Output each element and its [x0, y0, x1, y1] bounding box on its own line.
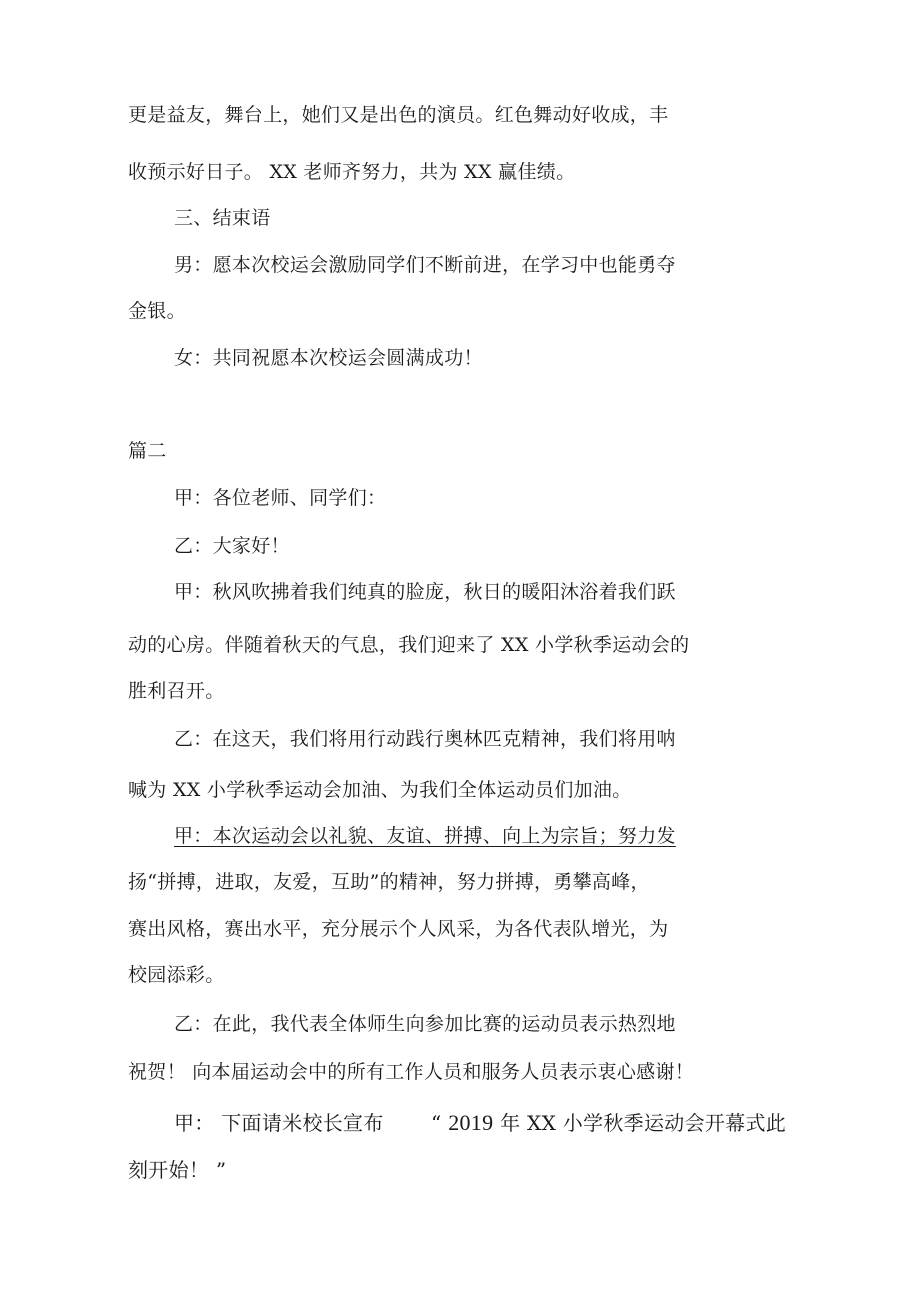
chapter-heading: 篇二	[128, 440, 167, 462]
open-quote: “	[431, 1111, 449, 1135]
announcement-text: 年 XX 小学秋季运动会开幕式此	[500, 1111, 787, 1135]
year-number: 2019	[448, 1110, 494, 1135]
paragraph-line: 更是益友，舞台上，她们又是出色的演员。红色舞动好收成，丰	[128, 104, 669, 126]
paragraph-line: 收预示好日子。 XX 老师齐努力，共为 XX 赢佳绩。	[128, 161, 576, 183]
paragraph-line: 喊为 XX 小学秋季运动会加油、为我们全体运动员们加油。	[128, 779, 632, 801]
paragraph-line: 男：愿本次校运会激励同学们不断前进，在学习中也能勇夺	[174, 254, 676, 276]
paragraph-line: 扬“拼搏，进取，友爱，互助”的精神，努力拼搏，勇攀高峰，	[128, 871, 650, 893]
paragraph-line: 动的心房。伴随着秋天的气息，我们迎来了 XX 小学秋季运动会的	[128, 634, 690, 656]
paragraph-line: 校园添彩。	[128, 964, 225, 986]
paragraph-line: 甲：各位老师、同学们：	[174, 487, 387, 509]
paragraph-line	[174, 1111, 786, 1135]
paragraph-line: 祝贺！ 向本届运动会中的所有工作人员和服务人员表示衷心感谢！	[128, 1061, 695, 1083]
paragraph-line: 赛出风格，赛出水平，充分展示个人风采，为各代表队增光，为	[128, 918, 669, 940]
section-heading: 三、结束语	[174, 207, 271, 229]
paragraph-line: 乙：在此，我代表全体师生向参加比赛的运动员表示热烈地	[174, 1013, 676, 1035]
paragraph-line: 刻开始！ ”	[128, 1158, 227, 1182]
paragraph-line: 金银。	[128, 300, 186, 322]
paragraph-line: 甲：秋风吹拂着我们纯真的脸庞，秋日的暖阳沐浴着我们跃	[174, 581, 676, 603]
paragraph-line: 乙：在这天，我们将用行动践行奥林匹克精神，我们将用呐	[174, 728, 676, 750]
paragraph-line: 胜利召开。	[128, 680, 225, 702]
underlined-line: 甲：本次运动会以礼貌、友谊、拼搏、向上为宗旨；努力发	[174, 825, 676, 847]
paragraph-line: 乙：大家好！	[174, 535, 290, 557]
speaker-text: 甲： 下面请米校长宣布	[174, 1111, 384, 1135]
paragraph-line: 女：共同祝愿本次校运会圆满成功！	[174, 347, 483, 369]
